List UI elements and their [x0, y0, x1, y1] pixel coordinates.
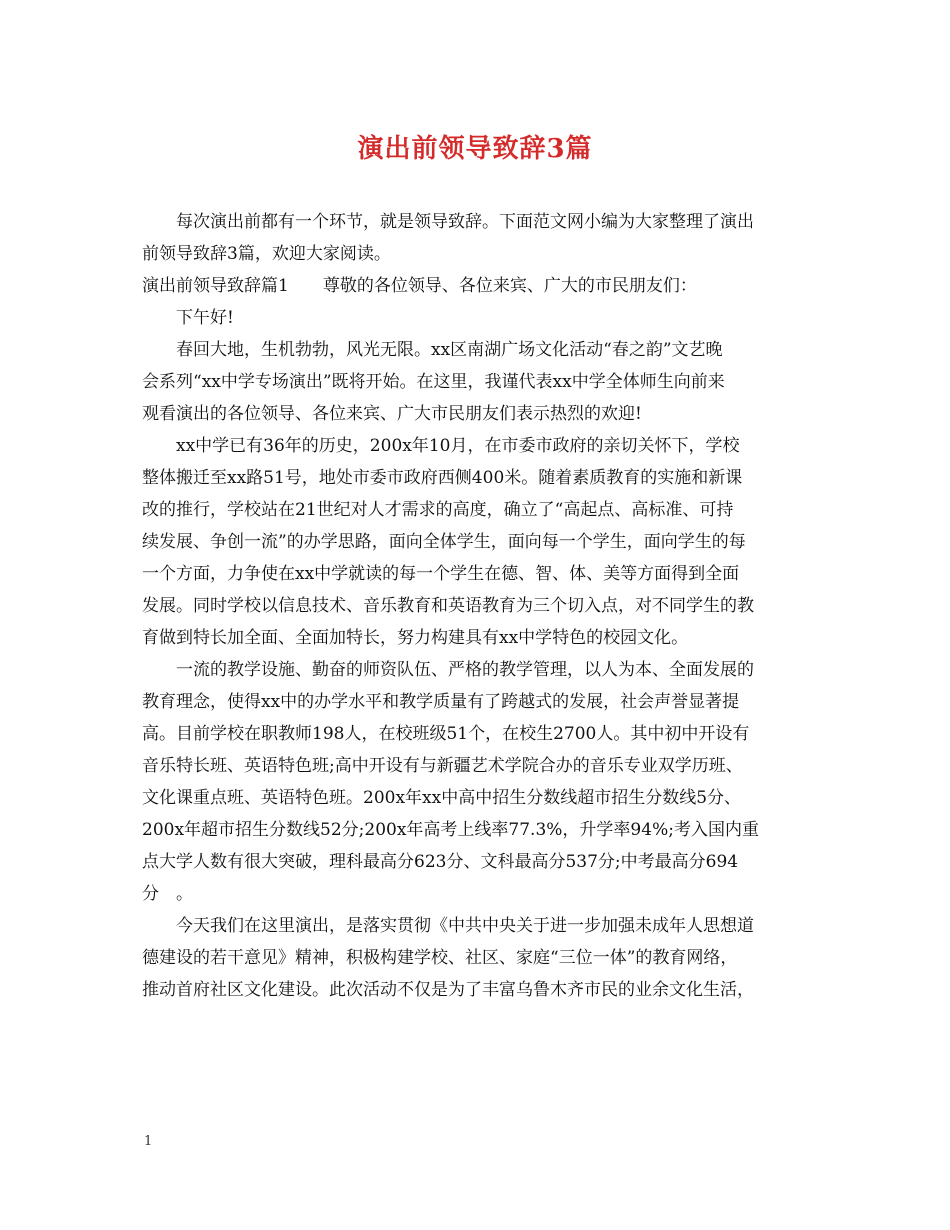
body-line: 200x年超市招生分数线52分;200x年高考上线率77.3%，升学率94%;考入国内重 [142, 820, 759, 840]
body-line: 发展。同时学校以信息技术、音乐教育和英语教育为三个切入点，对不同学生的教 [142, 596, 754, 616]
body-line: 分 。 [142, 884, 193, 904]
body-line: 前领导致辞3篇，欢迎大家阅读。 [142, 244, 391, 264]
body-line: 改的推行，学校站在21世纪对人才需求的高度，确立了“高起点、高标准、可持 [142, 500, 734, 520]
body-line: 音乐特长班、英语特色班;高中开设有与新疆艺术学院合办的音乐专业双学历班、 [142, 756, 743, 776]
body-line: 整体搬迁至xx路51号，地处市委市政府西侧400米。随着素质教育的实施和新课 [142, 468, 743, 488]
body-line: 今天我们在这里演出，是落实贯彻《中共中央关于进一步加强未成年人思想道 [176, 916, 754, 936]
body-line: 文化课重点班、英语特色班。200x年xx中高中招生分数线超市招生分数线5分、 [142, 788, 742, 808]
body-line: xx中学已有36年的历史，200x年10月，在市委市政府的亲切关怀下，学校 [176, 436, 740, 456]
document-title: 演出前领导致辞3篇 [357, 134, 593, 164]
body-line: 春回大地，生机勃勃，风光无限。xx区南湖广场文化活动“春之韵”文艺晚 [176, 340, 723, 360]
body-line: 教育理念，使得xx中的办学水平和教学质量有了跨越式的发展，社会声誉显著提 [142, 692, 740, 712]
body-line: 演出前领导致辞篇1 尊敬的各位领导、各位来宾、广大的市民朋友们： [142, 276, 697, 296]
body-line: 高。目前学校在职教师198人，在校班级51个，在校生2700人。其中初中开设有 [142, 724, 750, 744]
body-line: 育做到特长加全面、全面加特长，努力构建具有xx中学特色的校园文化。 [142, 628, 689, 648]
body-line: 每次演出前都有一个环节，就是领导致辞。下面范文网小编为大家整理了演出 [176, 212, 754, 232]
body-line: 点大学人数有很大突破，理科最高分623分、文科最高分537分;中考最高分694 [142, 852, 739, 872]
body-line: 观看演出的各位领导、各位来宾、广大市民朋友们表示热烈的欢迎! [142, 404, 642, 424]
body-line: 下午好! [176, 308, 234, 328]
document-body [142, 206, 814, 1006]
page-number: 1 [144, 1134, 153, 1149]
body-line: 续发展、争创一流”的办学思路，面向全体学生，面向每一个学生，面向学生的每 [142, 532, 746, 552]
body-line: 一个方面，力争使在xx中学就读的每一个学生在德、智、体、美等方面得到全面 [142, 564, 740, 584]
body-line: 德建设的若干意见》精神，积极构建学校、社区、家庭“三位一体”的教育网络， [142, 948, 738, 968]
body-line: 会系列“xx中学专场演出”既将开始。在这里，我谨代表xx中学全体师生向前来 [142, 372, 725, 392]
body-line: 推动首府社区文化建设。此次活动不仅是为了丰富乌鲁木齐市民的业余文化生活， [142, 980, 754, 1000]
body-line: 一流的教学设施、勤奋的师资队伍、严格的教学管理，以人为本、全面发展的 [176, 660, 754, 680]
